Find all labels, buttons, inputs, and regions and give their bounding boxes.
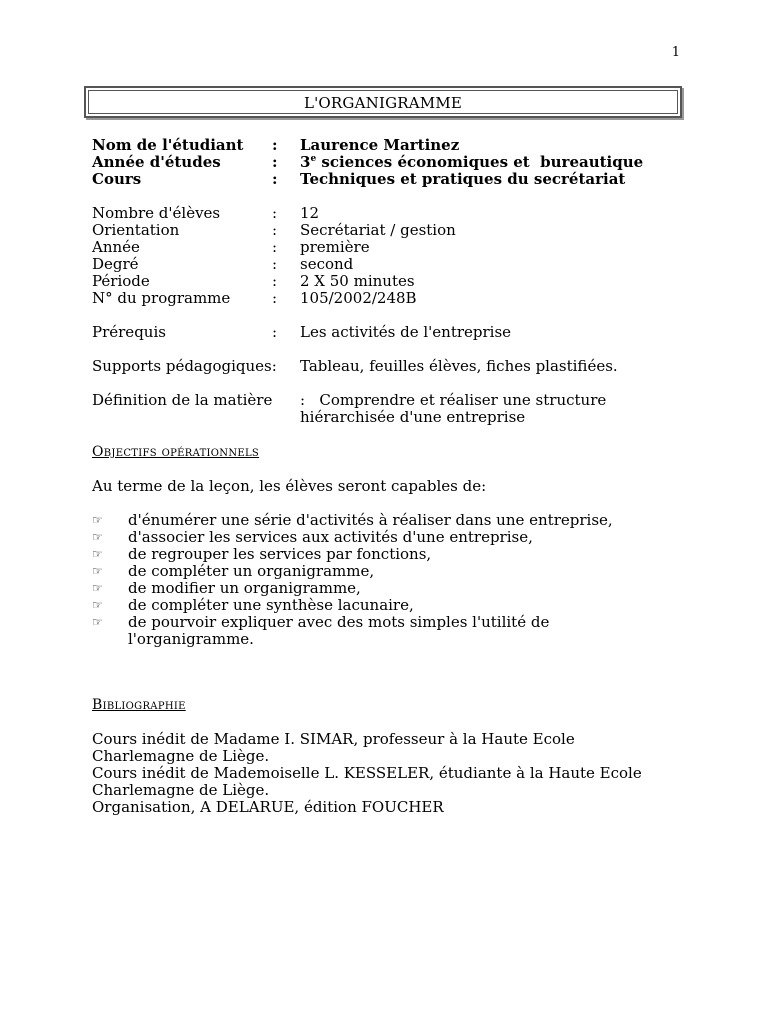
field-value: Tableau, feuilles élèves, fiches plastifiées. xyxy=(300,357,618,375)
field-label: N° du programme xyxy=(92,289,231,307)
pointing-hand-icon: ☞ xyxy=(92,513,103,527)
field-value: Secrétariat / gestion xyxy=(300,221,456,239)
field-value-rest: sciences économiques et bureautique xyxy=(316,153,644,171)
pointing-hand-icon: ☞ xyxy=(92,598,103,612)
bibliography-line: Charlemagne de Liège. xyxy=(92,747,270,765)
pointing-hand-icon: ☞ xyxy=(92,530,103,544)
list-item-text: l'organigramme. xyxy=(128,630,254,648)
pointing-hand-icon: ☞ xyxy=(92,564,103,578)
bibliography-line: Organisation, A DELARUE, édition FOUCHER xyxy=(92,798,444,816)
field-value xyxy=(300,154,643,171)
field-separator: : xyxy=(272,170,278,188)
bibliography-line: Cours inédit de Madame I. SIMAR, professeur à la Haute Ecole xyxy=(92,730,575,748)
field-separator: : xyxy=(272,255,278,273)
field-label: Année d'études xyxy=(92,153,221,171)
bibliography-line: Cours inédit de Mademoiselle L. KESSELER, étudiante à la Haute Ecole xyxy=(92,764,642,782)
pointing-hand-icon: ☞ xyxy=(92,547,103,561)
field-value: : Comprendre et réaliser une structure xyxy=(300,391,607,409)
list-item-text: de modifier un organigramme, xyxy=(128,579,361,597)
field-separator: : xyxy=(272,238,278,256)
list-item-text: d'associer les services aux activités d'une entreprise, xyxy=(128,528,533,546)
field-label: Prérequis xyxy=(92,323,166,341)
field-label: Année xyxy=(92,238,140,256)
field-separator: : xyxy=(272,204,278,222)
field-separator: : xyxy=(272,323,278,341)
field-value: Laurence Martinez xyxy=(300,136,460,154)
objectives-intro: Au terme de la leçon, les élèves seront capables de: xyxy=(92,477,487,495)
field-value-continuation: hiérarchisée d'une entreprise xyxy=(300,408,526,426)
field-separator: : xyxy=(272,289,278,307)
field-value: 2 X 50 minutes xyxy=(300,272,415,290)
field-label: Orientation xyxy=(92,221,180,239)
pointing-hand-icon: ☞ xyxy=(92,615,103,629)
field-label: Degré xyxy=(92,255,139,273)
page-number: 1 xyxy=(671,45,680,60)
list-item-text: de compléter un organigramme, xyxy=(128,562,375,580)
field-separator: : xyxy=(272,221,278,239)
pointing-hand-icon: ☞ xyxy=(92,581,103,595)
field-label: Cours xyxy=(92,170,142,188)
list-item-text: de compléter une synthèse lacunaire, xyxy=(128,596,414,614)
field-separator: : xyxy=(272,153,278,171)
field-value: second xyxy=(300,255,354,273)
field-value-superscript: e xyxy=(310,154,317,164)
field-separator: : xyxy=(272,136,278,154)
list-item-text: de regrouper les services par fonctions, xyxy=(128,545,432,563)
field-value: Les activités de l'entreprise xyxy=(300,323,512,341)
field-label: Supports pédagogiques: xyxy=(92,357,277,375)
field-value: 12 xyxy=(300,204,320,222)
bibliography-heading: Bibliographie xyxy=(92,697,186,713)
objectives-heading: Objectifs opérationnels xyxy=(92,444,260,460)
field-label: Définition de la matière xyxy=(92,391,273,409)
field-value: Techniques et pratiques du secrétariat xyxy=(300,170,626,188)
list-item-text: d'énumérer une série d'activités à réaliser dans une entreprise, xyxy=(128,511,613,529)
field-value: première xyxy=(300,238,370,256)
field-label: Période xyxy=(92,272,150,290)
bibliography-line: Charlemagne de Liège. xyxy=(92,781,270,799)
field-value: 105/2002/248B xyxy=(300,289,417,307)
field-value-prefix: 3 xyxy=(300,153,311,171)
field-label: Nombre d'élèves xyxy=(92,204,221,222)
field-label: Nom de l'étudiant xyxy=(92,136,244,154)
list-item-text: de pourvoir expliquer avec des mots simples l'utilité de xyxy=(128,613,550,631)
title-box xyxy=(84,86,682,118)
field-separator: : xyxy=(272,272,278,290)
document-title: L'ORGANIGRAMME xyxy=(303,94,463,112)
